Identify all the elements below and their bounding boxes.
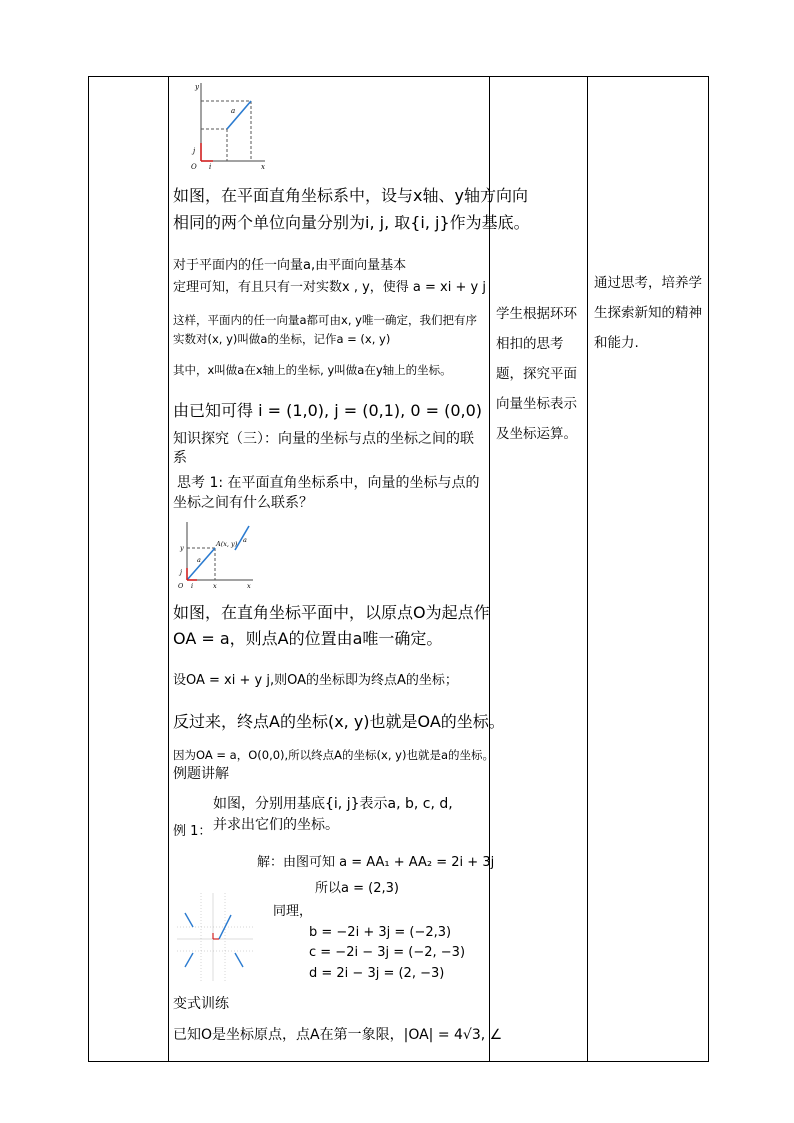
fig2-label-o: O xyxy=(178,582,184,590)
column-content xyxy=(169,77,530,1062)
column-stage xyxy=(89,77,169,1062)
design-intent-text: 通过思考，培养学生探索新知的精神和能力. xyxy=(594,275,702,351)
s1-p5: 由已知可得 i = (1,0), j = (0,1), 0 = (0,0) xyxy=(173,401,483,420)
column-design-intent xyxy=(588,77,709,1062)
fig1-label-j: j xyxy=(193,147,196,155)
s1-p1-line1: 如图，在平面直角坐标系中，设与x轴、y轴方向向 xyxy=(173,186,528,205)
s2-p1-line1: 如图，在直角坐标平面中，以原点O为起点作 xyxy=(173,603,490,622)
s1-p1-line2: 相同的两个单位向量分别为i, j, 取{i, j}作为基底。 xyxy=(173,213,530,232)
coordinate-figure-1 xyxy=(187,81,269,171)
practice-line1: 已知O是坐标原点，点A在第一象限，|OA| = 4√3, ∠ xyxy=(173,1027,503,1043)
s2-think-line1: 思考 1: 在平面直角坐标系中，向量的坐标与点的 xyxy=(177,475,480,491)
solution-line1: 解：由图可知 a = AA₁ + AA₂ = 2i + 3j xyxy=(257,855,495,870)
s2-p3: 反过来，终点A的坐标(x, y)也就是OA的坐标。 xyxy=(173,712,505,731)
solution-line6: d = 2i − 3j = (2, −3) xyxy=(309,966,445,981)
solution-line2: 所以a = (2,3) xyxy=(315,881,399,896)
fig1-label-x: x xyxy=(261,163,265,171)
s2-p1-line2: OA = a，则点A的位置由a唯一确定。 xyxy=(173,629,443,648)
fig2-label-x: x xyxy=(247,582,251,590)
s1-p3-line2: 实数对(x, y)叫做a的坐标，记作a = (x, y) xyxy=(173,332,391,346)
fig2-label-j: j xyxy=(180,568,183,576)
student-activity-text: 学生根据环环相扣的思考题，探究平面向量坐标表示及坐标运算。 xyxy=(496,306,577,442)
solution-line5: c = −2i − 3j = (−2, −3) xyxy=(309,945,466,960)
s2-heading-line2: 系 xyxy=(173,450,187,466)
fig2-label-x-tick: x xyxy=(213,582,217,590)
s1-p4: 其中，x叫做a在x轴上的坐标, y叫做a在y轴上的坐标。 xyxy=(173,363,452,377)
fig1-label-i: i xyxy=(209,163,212,171)
fig1-label-y: y xyxy=(195,83,199,91)
lesson-table xyxy=(88,76,709,1062)
s2-p2: 设OA = xi + y j,则OA的坐标即为终点A的坐标； xyxy=(173,673,458,688)
practice-heading: 变式训练 xyxy=(173,996,229,1012)
s1-p2-line2: 定理可知，有且只有一对实数x , y，使得 a = xi + y j xyxy=(173,280,486,295)
fig2-label-a-right: a xyxy=(243,536,247,544)
fig2-label-a-point: A(x, y) xyxy=(216,540,238,548)
s1-p2-line1: 对于平面内的任一向量a,由平面向量基本 xyxy=(173,258,407,273)
s1-p3-line1: 这样，平面内的任一向量a都可由x, y唯一确定，我们把有序 xyxy=(173,313,477,327)
example-heading: 例题讲解 xyxy=(173,766,229,782)
coordinate-figure-3 xyxy=(173,889,257,985)
s2-heading-line1: 知识探究（三）：向量的坐标与点的坐标之间的联 xyxy=(173,431,474,447)
solution-line3: 同理， xyxy=(273,904,313,919)
fig2-label-i: i xyxy=(191,582,194,590)
s2-p4: 因为OA = a，O(0,0),所以终点A的坐标(x, y)也就是a的坐标。 xyxy=(173,748,494,762)
example-line2: 并求出它们的坐标。 xyxy=(213,817,339,833)
example-line1: 如图，分别用基底{i, j}表示a, b, c, d, xyxy=(213,796,453,812)
solution-line4: b = −2i + 3j = (−2,3) xyxy=(309,925,452,940)
example-label: 例 1： xyxy=(173,824,212,839)
coordinate-figure-2 xyxy=(177,520,257,590)
s2-think-line2: 坐标之间有什么联系？ xyxy=(173,495,313,511)
fig2-label-y: y xyxy=(180,544,184,552)
column-student-activity xyxy=(490,77,588,1062)
fig1-label-a: a xyxy=(231,107,236,115)
fig2-label-a: a xyxy=(197,556,201,564)
fig1-label-o: O xyxy=(191,163,197,171)
